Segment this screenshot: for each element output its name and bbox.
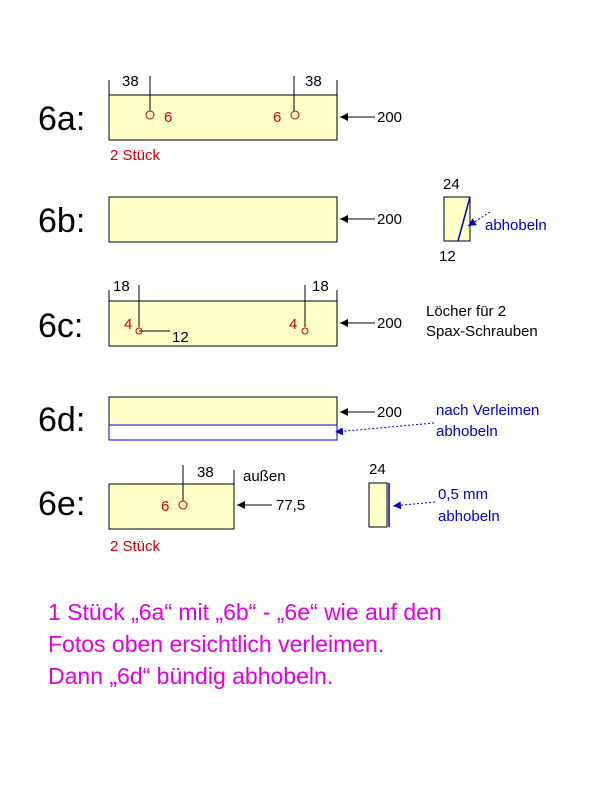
part-6d-plane-strip [109, 425, 337, 440]
part-6d-note-line2: abhobeln [436, 423, 498, 440]
part-6e-board [109, 484, 234, 529]
part-6a-hole-size-left: 6 [164, 109, 173, 126]
part-6e-outside: außen [243, 468, 286, 485]
part-6b-section-width: 24 [443, 176, 460, 193]
part-6d [38, 397, 539, 440]
part-6a-dim-right: 38 [305, 73, 322, 90]
part-6c-board [109, 301, 337, 346]
instructions [48, 596, 588, 692]
part-6c [38, 278, 538, 346]
part-6b-label: 6b: [38, 202, 86, 240]
instruction-line-1: 1 Stück „6a“ mit „6b“ - „6e“ wie auf den [48, 599, 442, 625]
part-6d-length: 200 [377, 404, 403, 421]
part-6c-hole-size-left: 4 [124, 316, 133, 333]
part-6b-cross-section [444, 197, 470, 241]
part-6e-section-width: 24 [369, 461, 386, 478]
part-6c-dim-left: 18 [113, 278, 130, 295]
part-6b [38, 176, 547, 265]
part-6b-length: 200 [377, 211, 403, 228]
part-6e-length: 77,5 [276, 497, 306, 514]
part-6a [38, 73, 402, 164]
part-6e-note-line2: abhobeln [438, 508, 500, 525]
part-6e-label: 6e: [38, 485, 86, 523]
part-6c-hole-size-right: 4 [289, 316, 298, 333]
part-6a-hole-size-right: 6 [273, 109, 282, 126]
part-6d-board [109, 397, 337, 425]
part-6d-label: 6d: [38, 401, 86, 439]
part-6e-note-line1: 0,5 mm [438, 486, 489, 503]
part-6e [38, 461, 500, 555]
part-6b-section-height: 12 [439, 248, 456, 265]
part-6c-note-line2: Spax-Schrauben [426, 323, 538, 340]
part-6b-board [109, 197, 337, 242]
part-6a-label: 6a: [38, 100, 86, 138]
part-6a-board [109, 95, 337, 140]
part-6d-note-line1: nach Verleimen [436, 402, 540, 419]
part-6e-note-arrow [393, 502, 435, 506]
part-6e-count: 2 Stück [110, 538, 161, 555]
part-6c-dim-right: 18 [312, 278, 329, 295]
part-6c-length: 200 [377, 315, 403, 332]
part-6c-label: 6c: [38, 307, 84, 345]
part-6a-length: 200 [377, 109, 403, 126]
part-6c-note-line1: Löcher für 2 [426, 303, 507, 320]
part-6e-hole-size: 6 [161, 498, 170, 515]
part-6b-note: abhobeln [485, 217, 547, 234]
part-6a-dim-left: 38 [122, 73, 139, 90]
part-6d-note-arrow [335, 423, 434, 432]
part-6e-cross-section [369, 483, 387, 527]
instruction-line-3: Dann „6d“ bündig abhobeln. [48, 663, 334, 689]
part-6e-dim-hole: 38 [197, 464, 214, 481]
instruction-line-2: Fotos oben ersichtlich verleimen. [48, 631, 385, 657]
part-6a-count: 2 Stück [110, 147, 161, 164]
part-6c-hole-offset: 12 [172, 329, 189, 346]
